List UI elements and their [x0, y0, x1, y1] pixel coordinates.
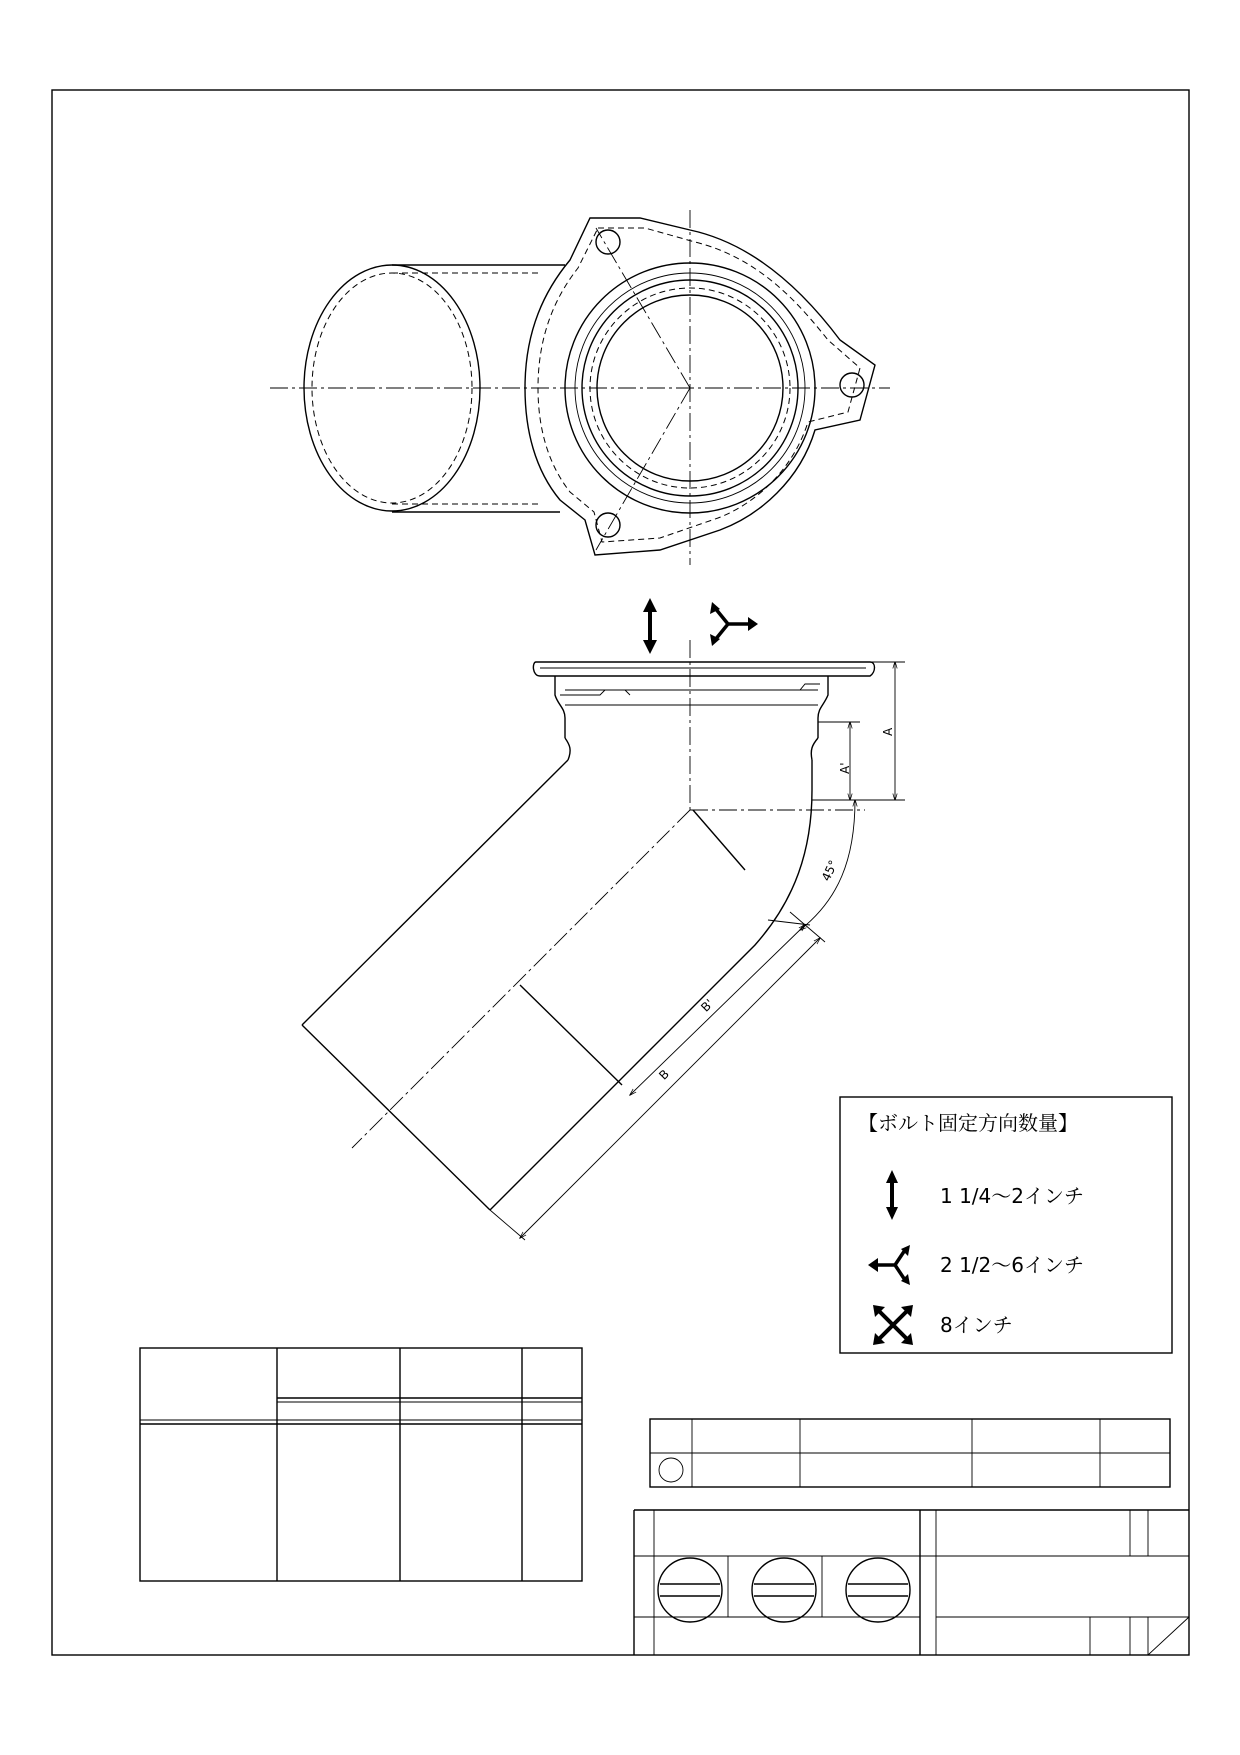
dimension-b: [490, 912, 825, 1240]
revision-table: [650, 1419, 1170, 1487]
dimension-b-prime: [630, 920, 810, 1095]
legend-item-2-label: 2 1/2～6インチ: [940, 1253, 1084, 1277]
legend-item-2: [868, 1245, 1084, 1285]
legend-item-3-label: 8インチ: [940, 1313, 1013, 1337]
projection-symbol-2: [752, 1558, 816, 1622]
legend-item-3: [873, 1305, 1013, 1345]
double-arrow-icon: [643, 598, 657, 654]
dim-angle-label: 45°: [818, 858, 841, 884]
legend-box: [840, 1097, 1172, 1353]
dim-b-prime-label: B': [698, 996, 717, 1015]
three-way-arrow-icon: [868, 1245, 910, 1285]
four-way-arrow-icon: [873, 1305, 913, 1345]
dim-a-prime-label: A': [838, 762, 852, 774]
dimension-a-prime: [818, 722, 860, 800]
top-view: [270, 210, 890, 565]
legend-title: 【ボルト固定方向数量】: [858, 1111, 1078, 1135]
projection-symbol-1: [658, 1558, 722, 1622]
parts-table: [140, 1348, 582, 1581]
front-view: [302, 640, 875, 1210]
three-way-arrow-icon: [710, 602, 758, 646]
double-arrow-icon: [886, 1170, 898, 1220]
projection-symbol-3: [846, 1558, 910, 1622]
dimension-a: [812, 662, 905, 800]
legend-item-1: [886, 1170, 1084, 1220]
legend-item-1-label: 1 1/4～2インチ: [940, 1184, 1084, 1208]
title-block: [634, 1510, 1189, 1655]
dimension-angle: [800, 800, 855, 930]
dim-b-label: B: [656, 1066, 672, 1083]
dim-a-label: A: [881, 727, 895, 736]
